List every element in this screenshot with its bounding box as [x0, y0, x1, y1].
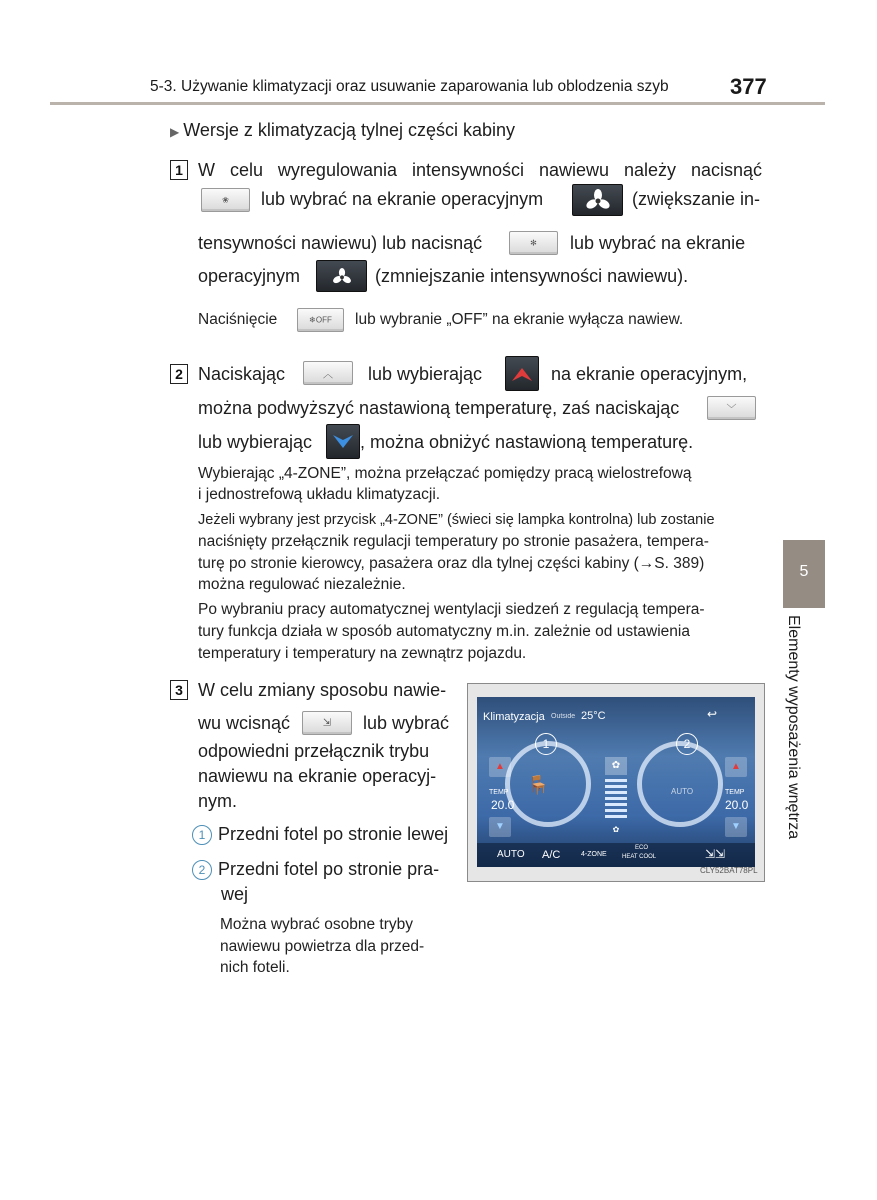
- subheading-text: Wersje z klimatyzacją tylnej części kabiny: [183, 120, 516, 140]
- step3-item-1: [192, 824, 448, 845]
- step3-note-l3: nich foteli.: [220, 959, 290, 976]
- screen-heat-cool-label[interactable]: HEAT COOL: [622, 854, 657, 860]
- fan-low-screen-icon[interactable]: [316, 260, 367, 292]
- fan-up-hardware-button[interactable]: [201, 188, 250, 212]
- screen-ac-button[interactable]: A/C: [542, 849, 561, 861]
- step3-item2-text: Przedni fotel po stronie pra-: [218, 859, 440, 879]
- left-temp-value: 20.0: [491, 798, 515, 812]
- step2-para3-l3: temperatury i temperatury na zewnątrz pojazdu.: [198, 645, 527, 662]
- fan-icon: ❀: [222, 195, 229, 205]
- arrow-down-icon: [332, 434, 354, 450]
- step-number-3: 3: [170, 680, 188, 700]
- right-seat-dial: [637, 741, 723, 827]
- step3-note-l2: nawiewu powietrza dla przed-: [220, 938, 425, 955]
- chapter-label: Elementy wyposażenia wnętrza: [785, 615, 802, 840]
- arrow-up-icon: [511, 366, 533, 382]
- step3-line2b: lub wybrać: [363, 713, 450, 733]
- step2-line1a: Naciskając: [198, 364, 286, 384]
- fan-off-hardware-button[interactable]: [297, 308, 344, 332]
- step3-item2-l2: wej: [221, 884, 249, 904]
- screen-marker-2: 2: [676, 733, 698, 755]
- fan-down-hardware-button[interactable]: [509, 231, 558, 255]
- step2-para1-l1: Wybierając „4-ZONE”, można przełączać pomiędzy pracą wielostrefową: [198, 465, 692, 482]
- left-temp-label: TEMP: [489, 789, 509, 796]
- step2-para2-l2: naciśnięty przełącznik regulacji temperatury po stronie pasażera, tempera-: [198, 533, 709, 550]
- right-temp-value: 20.0: [725, 798, 749, 812]
- step2-para3-l1: Po wybraniu pracy automatycznej wentylacji siedzeń z regulacją tempera-: [198, 601, 705, 618]
- chapter-number: 5: [799, 563, 809, 580]
- fan-icon: [332, 268, 352, 285]
- step-number-1: 1: [170, 160, 188, 180]
- step2-line2a: można podwyższyć nastawioną temperaturę, zaś naciskając: [198, 398, 680, 418]
- screen-fan-up-icon[interactable]: ✿: [605, 757, 627, 775]
- screen-eco-label[interactable]: ECO: [635, 845, 649, 851]
- temp-up-screen-icon[interactable]: [505, 356, 539, 391]
- screen-outside-temp: 25°C: [581, 710, 606, 722]
- header-rule: [50, 102, 825, 105]
- step3-item-2: [192, 859, 439, 880]
- step3-line4: nawiewu na ekranie operacyj-: [198, 766, 437, 786]
- back-icon: ↩: [707, 707, 718, 721]
- chevron-up-icon: ︿: [323, 369, 333, 381]
- subheading: [170, 120, 515, 141]
- running-header: 5-3. Używanie klimatyzacji oraz usuwanie zaparowania lub oblodzenia szyb: [150, 78, 669, 95]
- screen-4zone-button[interactable]: 4-ZONE: [581, 851, 607, 858]
- circled-number-1: 1: [192, 825, 212, 845]
- circled-number-2: 2: [192, 860, 212, 880]
- left-temp-up-icon[interactable]: ▲: [489, 757, 511, 777]
- step2-line3b: , można obniżyć nastawioną temperaturę.: [360, 432, 694, 452]
- seat-airflow-icon: ⇲: [322, 717, 332, 729]
- step3-note-l1: Można wybrać osobne tryby: [220, 916, 413, 933]
- left-temp-down-icon[interactable]: ▼: [489, 817, 511, 837]
- step1-line4a: operacyjnym: [198, 266, 301, 286]
- temp-down-screen-icon[interactable]: [326, 424, 360, 459]
- temp-down-hardware-button[interactable]: [707, 396, 756, 420]
- step1-line2b: (zwiększanie in-: [632, 189, 761, 209]
- fan-off-label: ❄OFF: [309, 315, 332, 325]
- step1-note-b: lub wybranie „OFF” na ekranie wyłącza nawiew.: [355, 311, 684, 328]
- step3-item1-text: Przedni fotel po stronie lewej: [218, 824, 449, 844]
- step1-line3a: tensywności nawiewu) lub nacisnąć: [198, 233, 483, 253]
- step2-para2-l4: można regulować niezależnie.: [198, 576, 406, 593]
- screen-outside-label: Outside: [551, 713, 576, 720]
- triangle-bullet-icon: ▶: [170, 125, 180, 139]
- step2-line1b: lub wybierając: [368, 364, 483, 384]
- temp-up-hardware-button[interactable]: [303, 361, 353, 385]
- chevron-down-icon: ﹀: [726, 404, 737, 416]
- step1-line2a: lub wybrać na ekranie operacyjnym: [261, 189, 544, 209]
- right-temp-up-icon[interactable]: ▲: [725, 757, 747, 777]
- screen-fan-down-icon[interactable]: ✿: [612, 825, 620, 834]
- climate-screen-illustration: [477, 697, 755, 867]
- step2-para3-l2: tury funkcja działa w sposób automatyczny m.in. zależnie od ustawienia: [198, 623, 690, 640]
- screen-marker-1: 1: [535, 733, 557, 755]
- step2-line3a: lub wybierając: [198, 432, 313, 452]
- step3-line1: W celu zmiany sposobu nawie-: [198, 680, 447, 700]
- step3-line2a: wu wcisnąć: [198, 713, 291, 733]
- fan-icon-small: ✻: [530, 238, 537, 248]
- step-number-2: 2: [170, 364, 188, 384]
- airflow-mode-hardware-button[interactable]: [302, 711, 352, 735]
- step3-line3: odpowiedni przełącznik trybu: [198, 741, 430, 761]
- step3-line5: nym.: [198, 791, 238, 811]
- step2-para1-l2: i jednostrefową układu klimatyzacji.: [198, 486, 441, 503]
- step1-note-a: Naciśnięcie: [198, 311, 278, 328]
- step1-line4b: (zmniejszanie intensywności nawiewu).: [375, 266, 689, 286]
- step1-line3b: lub wybrać na ekranie: [570, 233, 746, 253]
- fan-level-bar: [605, 779, 627, 819]
- right-temp-down-icon[interactable]: ▼: [725, 817, 747, 837]
- fan-icon: [585, 189, 611, 211]
- right-temp-label: TEMP: [725, 789, 745, 796]
- left-seat-icon: 🪑: [527, 775, 550, 795]
- step2-line1c: na ekranie operacyjnym,: [551, 364, 748, 384]
- right-auto-label: AUTO: [671, 787, 694, 796]
- step1-line1: W celu wyregulowania intensywności nawiewu należy nacisnąć: [198, 160, 762, 180]
- illustration-code: CLY52BAT78PL: [700, 866, 758, 875]
- screen-auto-button[interactable]: AUTO: [497, 849, 525, 860]
- step2-para2-l3: turę po stronie kierowcy, pasażera oraz dla tylnej części kabiny (→S. 389): [198, 555, 705, 572]
- screen-title: Klimatyzacja: [483, 711, 545, 723]
- seat-airflow-screen-icon[interactable]: ⇲⇲: [705, 847, 726, 861]
- step2-para2-l1: Jeżeli wybrany jest przycisk „4-ZONE” (świeci się lampka kontrolna) lub zostanie: [198, 512, 715, 528]
- page-number: 377: [730, 74, 767, 99]
- fan-high-screen-icon[interactable]: [572, 184, 623, 216]
